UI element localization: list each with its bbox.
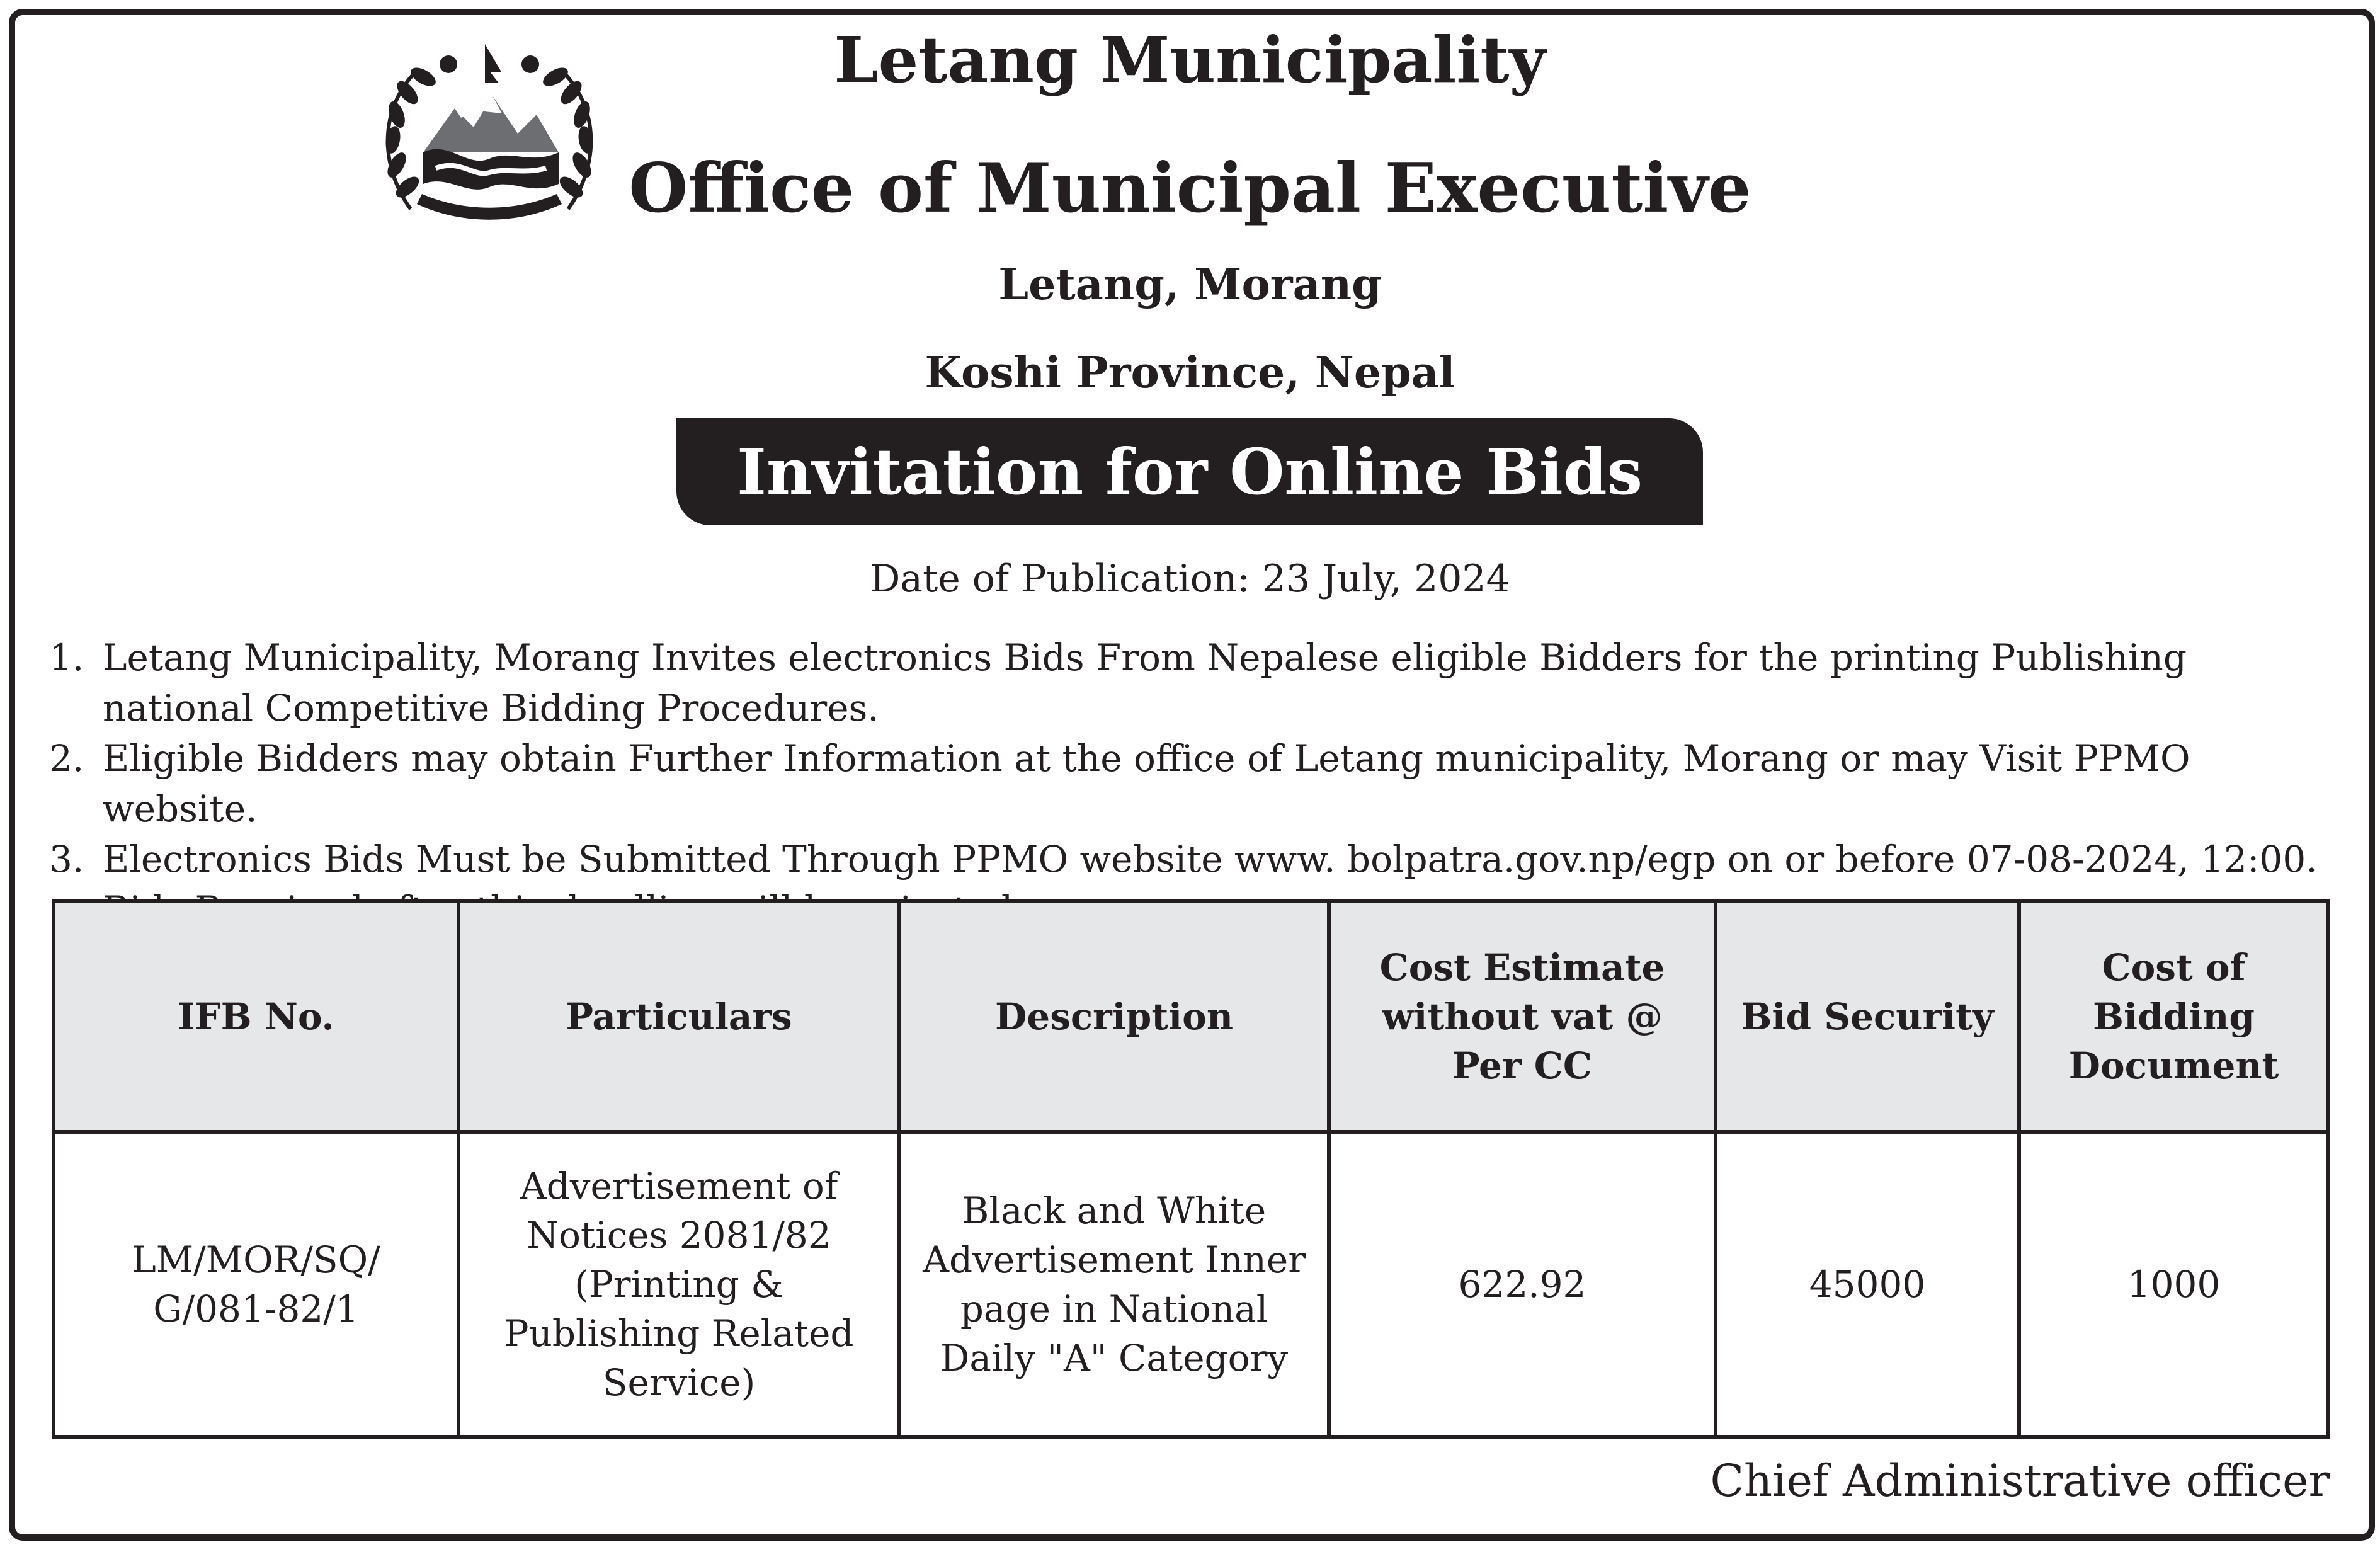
col-header-ifb-no: IFB No.	[54, 901, 458, 1132]
notice-points	[49, 632, 2342, 935]
publication-date: Date of Publication: 23 July, 2024	[870, 557, 1510, 601]
office-province: Koshi Province, Nepal	[925, 348, 1455, 398]
notice-point	[49, 733, 2342, 834]
cell-ifb-no: LM/MOR/SQ/ G/081-82/1	[54, 1132, 458, 1437]
municipality-name: Letang Municipality	[834, 23, 1546, 97]
cell-cost-estimate: 622.92	[1329, 1132, 1716, 1437]
point-number: 3.	[49, 838, 84, 881]
cell-description: Black and White Advertisement Inner page in National Daily "A" Category	[899, 1132, 1329, 1437]
notice-title: Invitation for Online Bids	[737, 435, 1643, 509]
point-text: Eligible Bidders may obtain Further Information at the office of Letang municipality, Morang or may Visit PPMO website.	[103, 737, 2190, 830]
signatory-title: Chief Administrative officer	[1710, 1455, 2330, 1507]
table-header-row	[54, 901, 2328, 1132]
notice-point	[49, 632, 2342, 733]
office-name: Office of Municipal Executive	[629, 149, 1751, 228]
col-header-cost-estimate: Cost Estimate without vat @ Per CC	[1329, 901, 1716, 1132]
point-text: Letang Municipality, Morang Invites electronics Bids From Nepalese eligible Bidders for the printing Publishing national Competitive Bidding Procedures.	[103, 636, 2187, 729]
cell-particulars: Advertisement of Notices 2081/82 (Printing & Publishing Related Service)	[458, 1132, 899, 1437]
bid-table	[52, 899, 2330, 1439]
col-header-document-cost: Cost of Bidding Document	[2019, 901, 2328, 1132]
col-header-bid-security: Bid Security	[1716, 901, 2019, 1132]
table-row	[54, 1132, 2328, 1437]
col-header-description: Description	[899, 901, 1329, 1132]
point-text: Electronics Bids Must be Submitted Through PPMO website www. bolpatra.gov.np/egp on or before 07-08-2024, 12:00.	[103, 838, 2318, 881]
col-header-particulars: Particulars	[458, 901, 899, 1132]
point-number: 1.	[49, 636, 84, 679]
cell-document-cost: 1000	[2019, 1132, 2328, 1437]
notice-title-banner	[676, 418, 1703, 525]
office-location: Letang, Morang	[998, 260, 1382, 310]
cell-bid-security: 45000	[1716, 1132, 2019, 1437]
point-number: 2.	[49, 737, 84, 780]
